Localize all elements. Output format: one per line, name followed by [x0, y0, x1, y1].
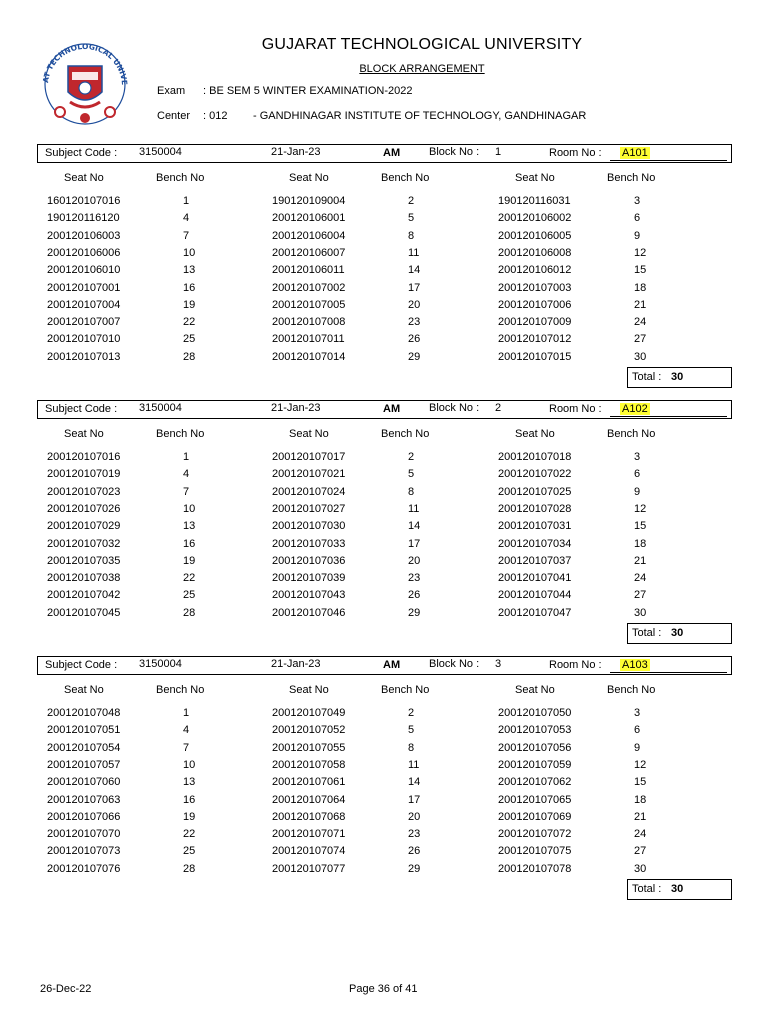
table-row — [0, 572, 768, 589]
bench-no-cell: 14 — [408, 520, 421, 533]
seat-no-cell: 200120107042 — [47, 589, 121, 602]
table-row — [0, 828, 768, 845]
seat-no-cell: 200120107038 — [47, 572, 121, 585]
center-code: : 012 — [203, 110, 228, 122]
seat-no-cell: 200120107028 — [498, 502, 572, 515]
bench-no-cell: 22 — [183, 572, 196, 585]
total-box — [627, 879, 732, 900]
bench-no-cell: 23 — [408, 828, 421, 841]
seat-no-cell: 160120107016 — [47, 195, 121, 207]
table-row — [0, 759, 768, 776]
seat-no-cell: 200120107004 — [47, 298, 121, 311]
block-no-value: 1 — [495, 146, 502, 158]
seat-no-cell: 200120107013 — [47, 350, 121, 363]
seat-no-cell: 190120109004 — [272, 195, 346, 207]
seat-no-cell: 200120107022 — [498, 468, 572, 481]
seat-no-cell: 200120107016 — [47, 451, 121, 463]
seat-no-cell: 200120107033 — [272, 537, 346, 550]
exam-session: AM — [383, 403, 401, 415]
seat-no-cell: 200120107064 — [272, 793, 346, 806]
bench-no-cell: 14 — [408, 264, 421, 277]
bench-no-cell: 27 — [634, 845, 647, 858]
table-row — [0, 520, 768, 537]
bench-no-cell: 26 — [408, 333, 421, 346]
table-row — [0, 351, 768, 368]
bench-no-cell: 16 — [183, 537, 196, 550]
seat-no-cell: 200120107001 — [47, 281, 121, 294]
seat-no-header: Seat No — [289, 684, 329, 696]
table-row — [0, 195, 768, 212]
table-row — [0, 538, 768, 555]
bench-no-cell: 19 — [183, 298, 196, 311]
bench-no-cell: 20 — [408, 298, 421, 311]
seat-no-cell: 200120107051 — [47, 724, 121, 737]
bench-no-cell: 15 — [634, 520, 647, 533]
bench-no-cell: 11 — [408, 246, 420, 259]
seat-no-cell: 200120106005 — [498, 229, 572, 242]
bench-no-cell: 2 — [408, 451, 415, 463]
seat-no-cell: 200120107049 — [272, 707, 346, 719]
bench-no-header: Bench No — [607, 684, 656, 696]
seat-no-cell: 200120107077 — [272, 862, 346, 875]
table-row — [0, 451, 768, 468]
bench-no-cell: 25 — [183, 333, 196, 346]
table-row — [0, 247, 768, 264]
bench-no-cell: 12 — [634, 502, 647, 515]
bench-no-header: Bench No — [607, 428, 656, 440]
table-row — [0, 811, 768, 828]
seat-no-cell: 200120107012 — [498, 333, 572, 346]
subject-code-label: Subject Code : — [45, 403, 118, 415]
seat-no-cell: 200120106003 — [47, 229, 121, 242]
footer-date: 26-Dec-22 — [40, 983, 92, 995]
seat-no-cell: 200120107054 — [47, 741, 121, 754]
bench-no-cell: 28 — [183, 606, 196, 619]
total-value: 30 — [671, 883, 684, 895]
bench-no-cell: 17 — [408, 537, 421, 550]
table-row — [0, 776, 768, 793]
seat-no-cell: 200120107005 — [272, 298, 346, 311]
seat-no-cell: 200120107060 — [47, 776, 121, 789]
exam-label: Exam — [157, 85, 186, 97]
seat-no-cell: 200120107041 — [498, 572, 572, 585]
exam-value: : BE SEM 5 WINTER EXAMINATION-2022 — [203, 85, 413, 97]
seat-no-cell: 200120107034 — [498, 537, 572, 550]
bench-no-header: Bench No — [381, 428, 430, 440]
bench-no-cell: 15 — [634, 776, 647, 789]
total-label: Total : — [632, 883, 662, 895]
seat-no-header: Seat No — [515, 684, 555, 696]
total-value: 30 — [671, 371, 684, 383]
seating-block — [0, 144, 768, 394]
bench-no-header: Bench No — [156, 428, 205, 440]
bench-no-header: Bench No — [156, 172, 205, 184]
bench-no-cell: 4 — [183, 724, 190, 737]
table-row — [0, 486, 768, 503]
seat-no-cell: 200120107030 — [272, 520, 346, 533]
table-row — [0, 299, 768, 316]
seat-no-cell: 200120107010 — [47, 333, 121, 346]
exam-date: 21-Jan-23 — [271, 658, 321, 670]
bench-no-cell: 5 — [408, 212, 415, 225]
seat-no-cell: 200120106006 — [47, 246, 121, 259]
bench-no-cell: 1 — [183, 451, 190, 463]
bench-no-cell: 24 — [634, 316, 647, 329]
seat-no-cell: 200120107078 — [498, 862, 572, 875]
bench-no-cell: 20 — [408, 810, 421, 823]
table-row — [0, 333, 768, 350]
table-row — [0, 845, 768, 862]
seat-no-cell: 200120107002 — [272, 281, 346, 294]
seat-no-cell: 200120107055 — [272, 741, 346, 754]
bench-no-cell: 22 — [183, 828, 196, 841]
bench-no-cell: 30 — [634, 606, 647, 619]
total-label: Total : — [632, 371, 662, 383]
bench-no-cell: 5 — [408, 724, 415, 737]
seat-no-cell: 200120106004 — [272, 229, 346, 242]
seat-no-cell: 200120107003 — [498, 281, 572, 294]
seat-no-header: Seat No — [289, 428, 329, 440]
bench-no-cell: 7 — [183, 741, 190, 754]
bench-no-cell: 26 — [408, 845, 421, 858]
bench-no-cell: 11 — [408, 502, 420, 515]
seat-no-cell: 200120107071 — [272, 828, 346, 841]
bench-no-cell: 11 — [408, 758, 420, 771]
seat-no-cell: 200120106008 — [498, 246, 572, 259]
seat-no-cell: 200120107074 — [272, 845, 346, 858]
block-no-value: 3 — [495, 658, 502, 670]
bench-no-cell: 8 — [408, 229, 415, 242]
seat-no-cell: 200120107046 — [272, 606, 346, 619]
seat-no-cell: 200120107037 — [498, 554, 572, 567]
table-row — [0, 607, 768, 624]
seat-no-header: Seat No — [64, 172, 104, 184]
seat-no-cell: 200120107039 — [272, 572, 346, 585]
bench-no-cell: 21 — [634, 298, 647, 311]
table-row — [0, 212, 768, 229]
bench-no-cell: 25 — [183, 845, 196, 858]
seat-no-cell: 200120107056 — [498, 741, 572, 754]
seat-no-header: Seat No — [289, 172, 329, 184]
bench-no-cell: 28 — [183, 350, 196, 363]
seat-no-cell: 200120106012 — [498, 264, 572, 277]
bench-no-cell: 6 — [634, 724, 641, 737]
seat-no-cell: 200120107062 — [498, 776, 572, 789]
table-row — [0, 863, 768, 880]
total-label: Total : — [632, 627, 662, 639]
bench-no-cell: 18 — [634, 793, 647, 806]
bench-no-cell: 30 — [634, 862, 647, 875]
bench-no-cell: 24 — [634, 828, 647, 841]
bench-no-cell: 29 — [408, 350, 421, 363]
bench-no-cell: 19 — [183, 810, 196, 823]
bench-no-cell: 7 — [183, 485, 190, 498]
seat-no-cell: 200120107059 — [498, 758, 572, 771]
seat-no-cell: 200120107043 — [272, 589, 346, 602]
seat-no-cell: 200120107052 — [272, 724, 346, 737]
bench-no-cell: 3 — [634, 707, 641, 719]
seat-no-cell: 200120107068 — [272, 810, 346, 823]
bench-no-cell: 4 — [183, 212, 190, 225]
seat-no-cell: 200120107035 — [47, 554, 121, 567]
bench-no-cell: 9 — [634, 485, 641, 498]
table-row — [0, 316, 768, 333]
university-title: GUJARAT TECHNOLOGICAL UNIVERSITY — [261, 36, 583, 53]
seat-no-cell: 200120107058 — [272, 758, 346, 771]
table-row — [0, 503, 768, 520]
bench-no-cell: 24 — [634, 572, 647, 585]
bench-no-cell: 9 — [634, 229, 641, 242]
block-no-label: Block No : — [429, 146, 480, 158]
seat-no-cell: 200120107076 — [47, 862, 121, 875]
seat-no-cell: 200120107044 — [498, 589, 572, 602]
bench-no-cell: 8 — [408, 741, 415, 754]
table-row — [0, 589, 768, 606]
seat-no-cell: 190120116120 — [47, 212, 120, 225]
seating-block — [0, 400, 768, 650]
center-name: - GANDHINAGAR INSTITUTE OF TECHNOLOGY, GANDHINAGAR — [253, 110, 587, 122]
bench-no-cell: 9 — [634, 741, 641, 754]
subject-code-value: 3150004 — [139, 402, 182, 414]
table-row — [0, 742, 768, 759]
seat-no-cell: 200120107069 — [498, 810, 572, 823]
bench-no-cell: 15 — [634, 264, 647, 277]
table-row — [0, 264, 768, 281]
seat-no-cell: 200120107073 — [47, 845, 121, 858]
subject-code-value: 3150004 — [139, 146, 182, 158]
seat-no-cell: 200120107066 — [47, 810, 121, 823]
room-no-underline — [610, 416, 727, 417]
bench-no-cell: 21 — [634, 554, 647, 567]
seat-no-cell: 200120107031 — [498, 520, 572, 533]
seat-no-cell: 200120107029 — [47, 520, 121, 533]
document-subtitle: BLOCK ARRANGEMENT — [359, 63, 485, 75]
bench-no-cell: 13 — [183, 520, 196, 533]
bench-no-cell: 6 — [634, 212, 641, 225]
bench-no-cell: 28 — [183, 862, 196, 875]
bench-no-header: Bench No — [607, 172, 656, 184]
seating-block — [0, 656, 768, 906]
table-row — [0, 282, 768, 299]
seat-no-cell: 200120107075 — [498, 845, 572, 858]
seat-no-cell: 200120107019 — [47, 468, 121, 481]
seat-no-cell: 200120107023 — [47, 485, 121, 498]
seat-no-cell: 200120107014 — [272, 350, 346, 363]
seat-no-cell: 200120107015 — [498, 350, 572, 363]
table-row — [0, 724, 768, 741]
seat-no-cell: 200120107047 — [498, 606, 572, 619]
seat-no-cell: 200120107027 — [272, 502, 346, 515]
seat-no-cell: 200120107050 — [498, 707, 572, 719]
bench-no-cell: 20 — [408, 554, 421, 567]
exam-session: AM — [383, 659, 401, 671]
bench-no-cell: 10 — [183, 502, 196, 515]
bench-no-cell: 29 — [408, 862, 421, 875]
seat-no-cell: 200120107036 — [272, 554, 346, 567]
bench-no-cell: 10 — [183, 246, 196, 259]
seat-no-header: Seat No — [515, 428, 555, 440]
bench-no-cell: 23 — [408, 316, 421, 329]
bench-no-cell: 13 — [183, 264, 196, 277]
bench-no-cell: 27 — [634, 333, 647, 346]
seat-no-cell: 200120107008 — [272, 316, 346, 329]
room-no-label: Room No : — [549, 147, 602, 159]
bench-no-cell: 10 — [183, 758, 196, 771]
seat-no-cell: 200120107006 — [498, 298, 572, 311]
exam-date: 21-Jan-23 — [271, 402, 321, 414]
bench-no-cell: 18 — [634, 537, 647, 550]
table-row — [0, 468, 768, 485]
bench-no-cell: 17 — [408, 281, 421, 294]
bench-no-cell: 19 — [183, 554, 196, 567]
bench-no-cell: 12 — [634, 246, 647, 259]
seat-no-cell: 200120107063 — [47, 793, 121, 806]
seat-no-cell: 200120107017 — [272, 451, 346, 463]
bench-no-cell: 16 — [183, 281, 196, 294]
table-row — [0, 555, 768, 572]
bench-no-cell: 27 — [634, 589, 647, 602]
seat-no-cell: 200120107057 — [47, 758, 121, 771]
block-no-label: Block No : — [429, 658, 480, 670]
seat-no-cell: 200120107072 — [498, 828, 572, 841]
total-box — [627, 623, 732, 644]
bench-no-cell: 8 — [408, 485, 415, 498]
seat-no-cell: 200120106002 — [498, 212, 572, 225]
seat-no-cell: 200120107018 — [498, 451, 572, 463]
room-no-value: A102 — [622, 403, 648, 415]
footer-page-number: Page 36 of 41 — [349, 983, 418, 995]
bench-no-cell: 13 — [183, 776, 196, 789]
seat-no-cell: 200120106001 — [272, 212, 346, 225]
seat-no-cell: 200120107061 — [272, 776, 346, 789]
table-row — [0, 230, 768, 247]
seat-no-cell: 190120116031 — [498, 195, 571, 207]
seat-no-cell: 200120106010 — [47, 264, 121, 277]
subject-code-label: Subject Code : — [45, 659, 118, 671]
room-no-underline — [610, 160, 727, 161]
seat-no-cell: 200120107009 — [498, 316, 572, 329]
bench-no-cell: 5 — [408, 468, 415, 481]
bench-no-cell: 7 — [183, 229, 190, 242]
bench-no-cell: 18 — [634, 281, 647, 294]
seat-no-cell: 200120107065 — [498, 793, 572, 806]
bench-no-header: Bench No — [156, 684, 205, 696]
bench-no-cell: 12 — [634, 758, 647, 771]
seat-no-cell: 200120106007 — [272, 246, 346, 259]
seat-no-cell: 200120107070 — [47, 828, 121, 841]
room-no-value: A101 — [622, 147, 648, 159]
seat-no-cell: 200120107045 — [47, 606, 121, 619]
bench-no-header: Bench No — [381, 684, 430, 696]
exam-session: AM — [383, 147, 401, 159]
bench-no-header: Bench No — [381, 172, 430, 184]
seat-no-cell: 200120107025 — [498, 485, 572, 498]
total-box — [627, 367, 732, 388]
seat-no-cell: 200120107053 — [498, 724, 572, 737]
room-no-underline — [610, 672, 727, 673]
table-row — [0, 707, 768, 724]
svg-text:GUJARAT TECHNOLOGICAL UNIVERSI: AT TECHNOLOGICAL UNIVE — [41, 41, 130, 86]
seat-no-header: Seat No — [64, 428, 104, 440]
bench-no-cell: 4 — [183, 468, 190, 481]
seat-no-cell: 200120107026 — [47, 502, 121, 515]
bench-no-cell: 3 — [634, 195, 641, 207]
room-no-label: Room No : — [549, 659, 602, 671]
bench-no-cell: 14 — [408, 776, 421, 789]
bench-no-cell: 29 — [408, 606, 421, 619]
room-no-label: Room No : — [549, 403, 602, 415]
bench-no-cell: 23 — [408, 572, 421, 585]
bench-no-cell: 17 — [408, 793, 421, 806]
seat-no-cell: 200120107007 — [47, 316, 121, 329]
total-value: 30 — [671, 627, 684, 639]
bench-no-cell: 21 — [634, 810, 647, 823]
table-row — [0, 794, 768, 811]
bench-no-cell: 25 — [183, 589, 196, 602]
seat-no-cell: 200120107021 — [272, 468, 346, 481]
bench-no-cell: 1 — [183, 195, 190, 207]
exam-date: 21-Jan-23 — [271, 146, 321, 158]
seat-no-header: Seat No — [64, 684, 104, 696]
bench-no-cell: 22 — [183, 316, 196, 329]
block-no-value: 2 — [495, 402, 502, 414]
room-no-value: A103 — [622, 659, 648, 671]
subject-code-label: Subject Code : — [45, 147, 118, 159]
seat-no-cell: 200120107024 — [272, 485, 346, 498]
bench-no-cell: 26 — [408, 589, 421, 602]
seat-no-header: Seat No — [515, 172, 555, 184]
seat-no-cell: 200120106011 — [272, 264, 345, 277]
bench-no-cell: 2 — [408, 195, 415, 207]
bench-no-cell: 16 — [183, 793, 196, 806]
bench-no-cell: 6 — [634, 468, 641, 481]
bench-no-cell: 3 — [634, 451, 641, 463]
center-label: Center — [157, 110, 191, 122]
seat-no-cell: 200120107032 — [47, 537, 121, 550]
block-no-label: Block No : — [429, 402, 480, 414]
subject-code-value: 3150004 — [139, 658, 182, 670]
seat-no-cell: 200120107011 — [272, 333, 345, 346]
bench-no-cell: 2 — [408, 707, 415, 719]
seat-no-cell: 200120107048 — [47, 707, 121, 719]
bench-no-cell: 30 — [634, 350, 647, 363]
bench-no-cell: 1 — [183, 707, 190, 719]
